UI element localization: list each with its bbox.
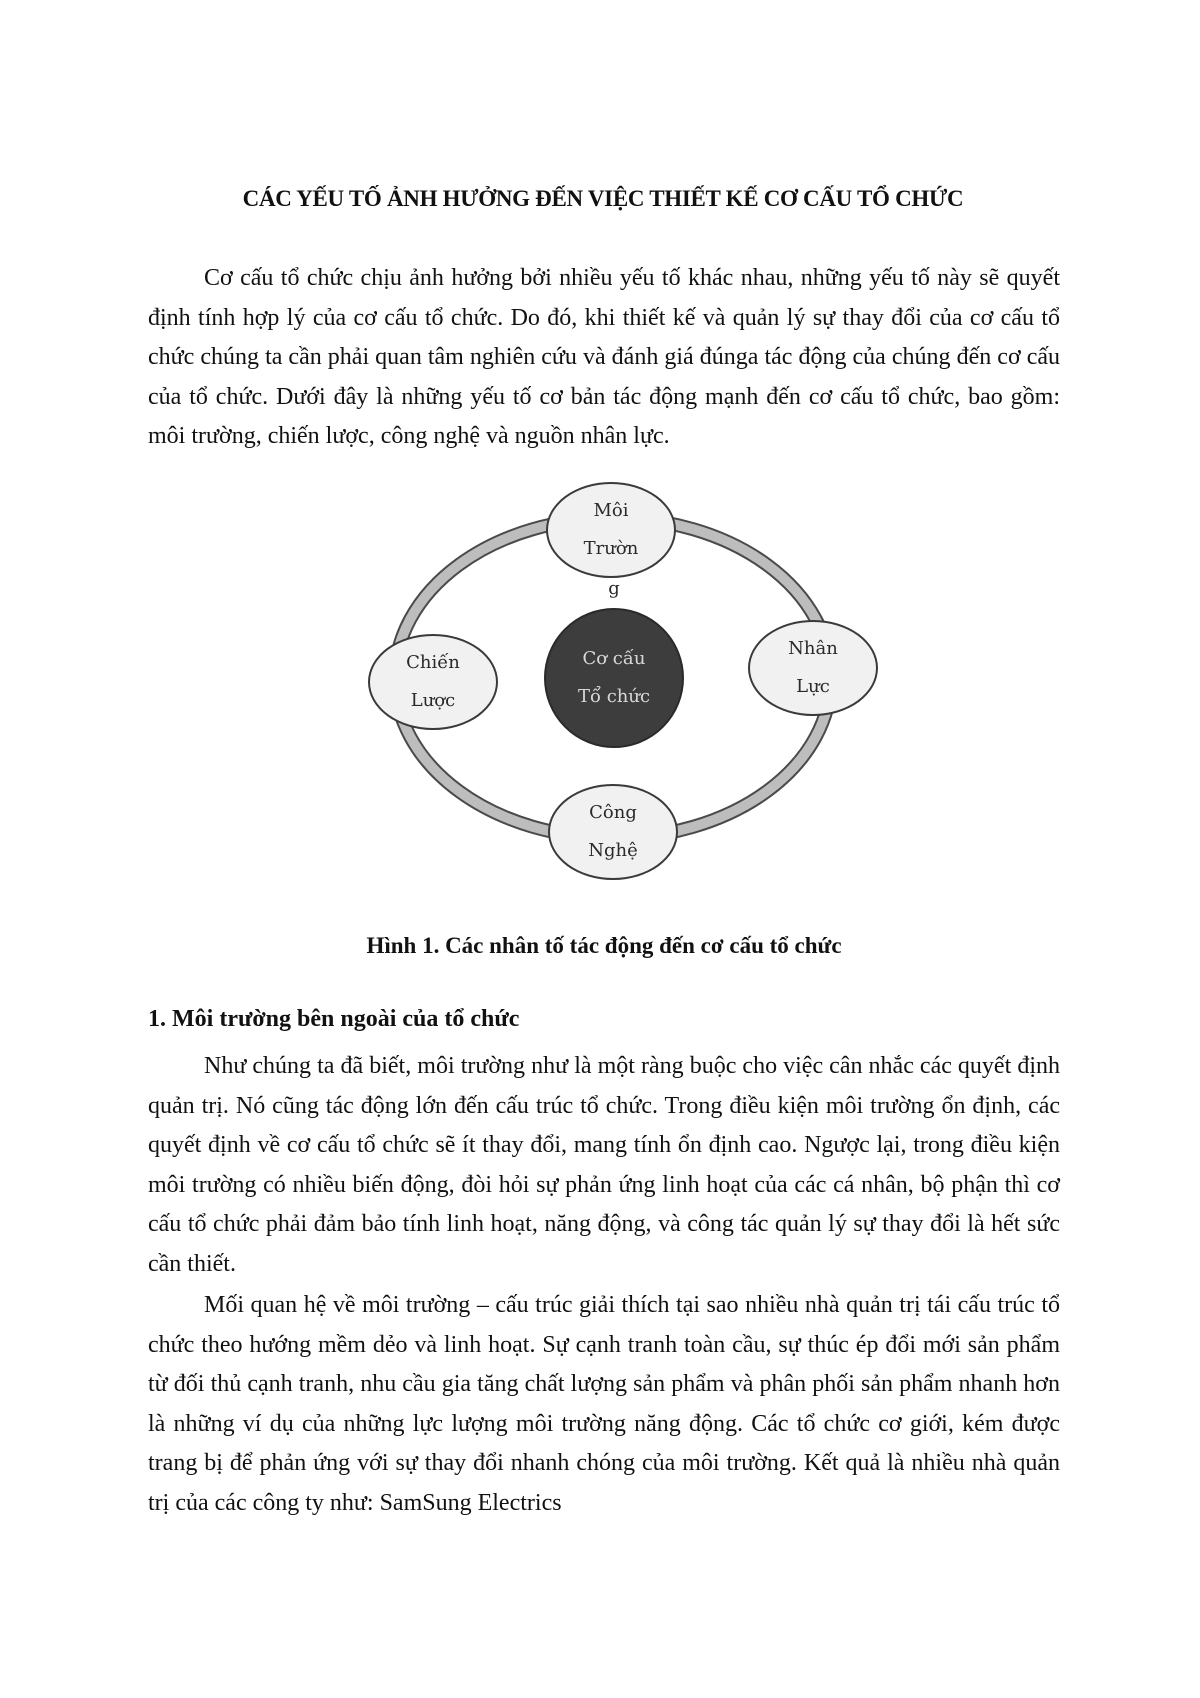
- technology-label-line2: Nghệ: [588, 840, 638, 861]
- intro-paragraph: Cơ cấu tổ chức chịu ảnh hưởng bởi nhiều yếu tố khác nhau, những yếu tố này sẽ quyết định tính hợp lý của cơ cấu tổ chức. Do đó, khi thiết kế và quản lý sự thay đổi của cơ cấu tổ chức chúng ta cần phải quan tâm nghiên cứu và đánh giá đúnga tác động của chúng đến cơ cấu của tổ chức. Dưới đây là những yếu tố cơ bản tác động mạnh đến cơ cấu tổ chức, bao gồm: môi trường, chiến lược, công nghệ và nguồn nhân lực.: [148, 265, 1060, 449]
- strategy-label-line1: Chiến: [406, 652, 460, 673]
- center-label-line2: Tổ chức: [577, 686, 651, 707]
- node-human-resources: [748, 620, 878, 716]
- figure-caption: Hình 1. Các nhân tố tác động đến cơ cấu tổ chức: [366, 933, 842, 958]
- hr-label-line1: Nhân: [788, 638, 838, 659]
- hr-label-line2: Lực: [796, 676, 830, 697]
- center-label-line1: Cơ cấu: [582, 648, 646, 669]
- section-paragraph-2: Mối quan hệ về môi trường – cấu trúc giải thích tại sao nhiều nhà quản trị tái cấu trúc tổ chức theo hướng mềm dẻo và linh hoạt. Sự cạnh tranh toàn cầu, sự thúc ép đổi mới sản phẩm từ đối thủ cạnh tranh, nhu cầu gia tăng chất lượng sản phẩm và phân phối sản phẩm nhanh hơn là những ví dụ của những lực lượng môi trường năng động. Các tổ chức cơ giới, kém được trang bị để phản ứng với sự thay đổi nhanh chóng của môi trường. Kết quả là nhiều nhà quản trị của các công ty như: SamSung Electrics: [148, 1292, 1060, 1516]
- factors-diagram: [360, 470, 900, 910]
- technology-label-line1: Công: [589, 802, 637, 823]
- page-title: CÁC YẾU TỐ ẢNH HƯỞNG ĐẾN VIỆC THIẾT KẾ CƠ CẤU TỔ CHỨC: [242, 186, 964, 211]
- environment-label-line1: Môi: [593, 500, 629, 521]
- node-technology: [548, 784, 678, 880]
- environment-label-line3: g: [608, 578, 620, 599]
- strategy-label-line2: Lược: [410, 690, 456, 711]
- node-environment: [546, 482, 676, 578]
- node-strategy: [368, 634, 498, 730]
- environment-label-line2: Trườn: [583, 538, 639, 559]
- section-heading: 1. Môi trường bên ngoài của tổ chức: [148, 1006, 520, 1032]
- section-paragraph-1: Như chúng ta đã biết, môi trường như là một ràng buộc cho việc cân nhắc các quyết định quản trị. Nó cũng tác động lớn đến cấu trúc tổ chức. Trong điều kiện môi trường ổn định, các quyết định về cơ cấu tổ chức sẽ ít thay đổi, mang tính ổn định cao. Ngược lại, trong điều kiện môi trường có nhiều biến động, đòi hỏi sự phản ứng linh hoạt của các cá nhân, bộ phận thì cơ cấu tổ chức phải đảm bảo tính linh hoạt, năng động, và công tác quản lý sự thay đổi là hết sức cần thiết.: [148, 1053, 1060, 1277]
- node-organization-structure: [544, 608, 684, 748]
